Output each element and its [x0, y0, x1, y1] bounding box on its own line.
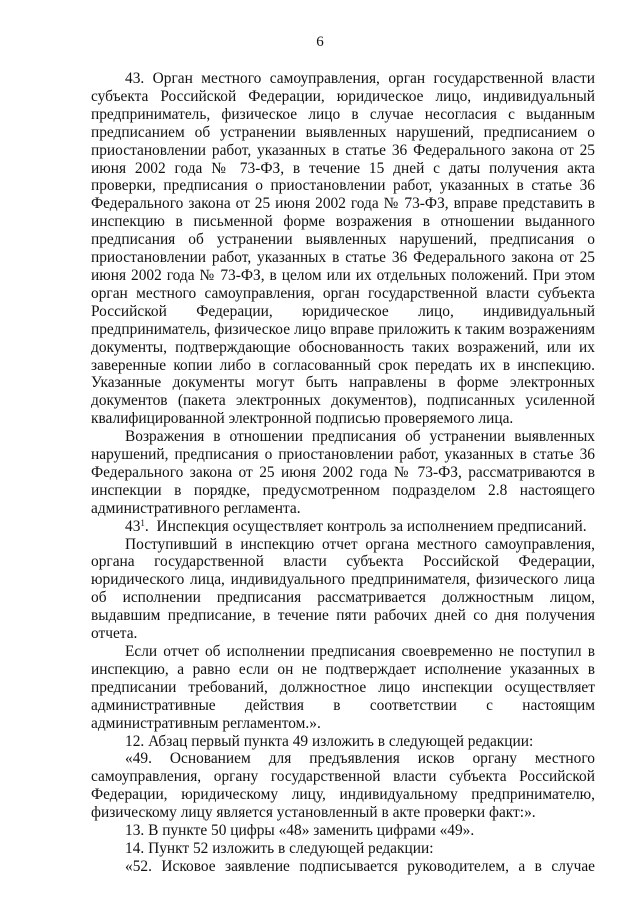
item-number: 43 [125, 517, 141, 535]
paragraph-12: 12. Абзац первый пункта 49 изложить в следующей редакции: [125, 732, 534, 750]
paragraph-text: Инспекция осуществляет контроль за исполнением предписаний. [156, 517, 587, 535]
paragraph-no-report: Если отчет об исполнении предписания своевременно не поступил в инспекцию, а равно если он не подтверждает исполнение указанных в предписании требований, должностное лицо инспекции осуществляет административные действия в соответствии с настоящим административным регламентом.». [91, 643, 595, 732]
item-suffix: . [144, 517, 149, 535]
paragraph-43-1 [91, 518, 595, 536]
paragraph-49: «49. Основанием для предъявления исков органу местного самоуправления, органу государственной власти субъекта Российской Федерации, юридическому лицу, индивидуальному предпринимателю, физическому лицу является установленный в акте проверки факт:». [91, 750, 595, 822]
paragraph-13: 13. В пункте 50 цифры «48» заменить цифрами «49». [125, 822, 475, 840]
paragraph-52: «52. Исковое заявление подписывается руководителем, а в случае [125, 857, 595, 875]
document-body [91, 70, 595, 876]
paragraph-43: 43. Орган местного самоуправления, орган государственной власти субъекта Российской Федерации, юридическое лицо, индивидуальный предприниматель, физическое лицо в случае несогласия с выданным предписанием об устранении выявленных нарушений, предписанием о приостановлении работ, указанных в статье 36 Федерального закона от 25 июня 2002 года № 73-ФЗ, в течение 15 дней с даты получения акта проверки, предписания о приостановлении работ, указанных в статье 36 Федерального закона от 25 июня 2002 года № 73-ФЗ, вправе представить в инспекцию в письменной форме возражения в отношении выданного предписания об устранении выявленных нарушений, предписания о приостановлении работ, указанных в статье 36 Федерального закона от 25 июня 2002 года № 73-ФЗ, в целом или их отдельных положений. При этом орган местного самоуправления, орган государственной власти субъекта Российской Федерации, юридическое лицо, индивидуальный предприниматель, физическое лицо вправе приложить к таким возражениям документы, подтверждающие обоснованность таких возражений, или их заверенные копии либо в согласованный срок передать их в инспекцию. Указанные документы могут быть направлены в форме электронных документов (пакета электронных документов), подписанных усиленной квалифицированной электронной подписью проверяемого лица. [91, 70, 595, 428]
page-number: 6 [316, 34, 324, 50]
paragraph-14: 14. Пункт 52 изложить в следующей редакции: [125, 839, 434, 857]
item-superscript: 1 [140, 517, 145, 528]
paragraph-objections: Возражения в отношении предписания об устранении выявленных нарушений, предписания о приостановлении работ, указанных в статье 36 Федерального закона от 25 июня 2002 года № 73-ФЗ, рассматриваются в инспекции в порядке, предусмотренном подразделом 2.8 настоящего административного регламента. [91, 428, 595, 517]
paragraph-report: Поступивший в инспекцию отчет органа местного самоуправления, органа государственной власти субъекта Российской Федерации, юридического лица, индивидуального предпринимателя, физического лица об исполнении предписания рассматривается должностным лицом, выдавшим предписание, в течение пяти рабочих дней со дня получения отчета. [91, 535, 595, 643]
